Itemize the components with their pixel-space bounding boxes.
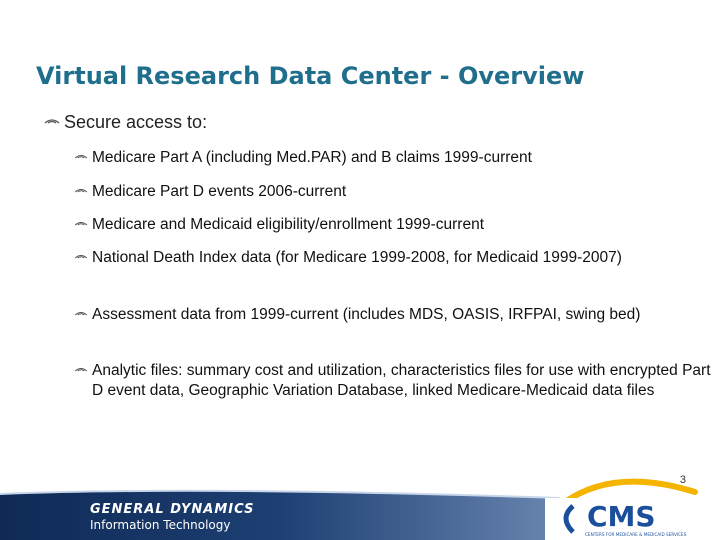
list-item (74, 182, 712, 202)
list-item-text: Assessment data from 1999-current (includes MDS, OASIS, IRFPAI, swing bed) (92, 306, 641, 323)
list-item (74, 248, 712, 268)
level1-bullet (44, 112, 207, 133)
cms-logo-text: CMS (587, 500, 656, 533)
bullet-icon (74, 310, 88, 320)
list-item-text: Analytic files: summary cost and utilization, characteristics files for use with encrypted Part D event data, Geographic Variation Database, linked Medicare-Medicaid data files (92, 362, 711, 399)
page-number: 3 (679, 474, 686, 486)
list-item (74, 305, 712, 325)
list-item-text: Medicare Part A (including Med.PAR) and B claims 1999-current (92, 149, 532, 166)
cms-logo-subtext: CENTERS FOR MEDICARE & MEDICAID SERVICES (585, 532, 687, 537)
cms-logo (545, 462, 720, 540)
list-item-text: National Death Index data (for Medicare 1999-2008, for Medicaid 1999-2007) (92, 249, 622, 266)
bullet-icon (74, 253, 88, 263)
list-item-text: Medicare and Medicaid eligibility/enrollment 1999-current (92, 216, 485, 233)
level1-bullet-text: Secure access to: (64, 112, 208, 132)
bullet-icon (74, 220, 88, 230)
company-name: GENERAL DYNAMICS (90, 502, 255, 517)
bullet-icon (74, 187, 88, 197)
slide-title: Virtual Research Data Center - Overview (36, 62, 585, 90)
bullet-icon (74, 366, 88, 376)
bullet-icon (44, 117, 60, 129)
list-item (74, 361, 712, 401)
company-logo (90, 502, 255, 532)
company-division: Information Technology (90, 518, 231, 532)
footer-band (0, 484, 560, 540)
list-item (74, 148, 712, 168)
list-item-text: Medicare Part D events 2006-current (92, 183, 347, 200)
list-item (74, 215, 712, 235)
bullet-icon (74, 153, 88, 163)
